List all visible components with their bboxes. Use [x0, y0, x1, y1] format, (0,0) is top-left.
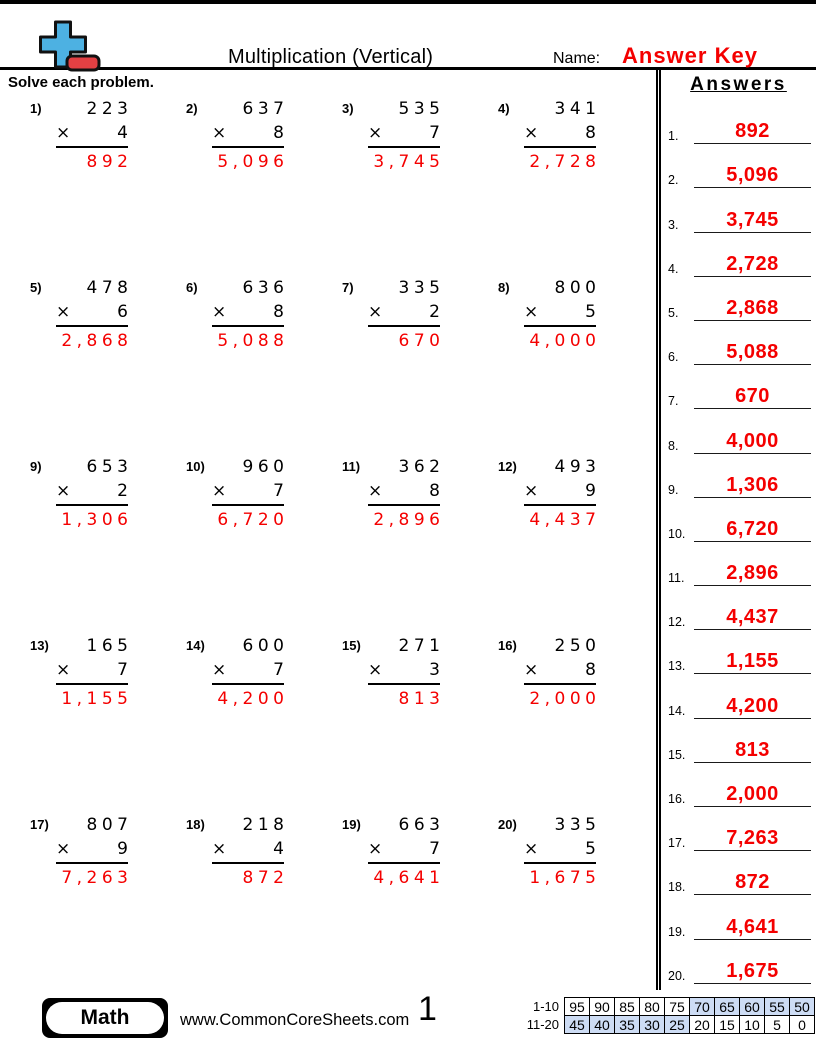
answer-blank-line [694, 960, 811, 984]
times-icon: × [368, 660, 383, 680]
multiplier: 8 [585, 660, 596, 680]
problem-number: 11) [342, 459, 361, 474]
multiplier: 8 [585, 123, 596, 143]
answer-row-15: 15. 813 [661, 719, 816, 763]
problem-7 [342, 273, 498, 452]
answer-value: 1,306 [726, 473, 779, 496]
problem-16 [498, 631, 654, 810]
answer-row-1: 1. 892 [661, 100, 816, 144]
answer-blank-line [694, 783, 811, 807]
problem-answer: 6,720 [217, 510, 289, 530]
answer-row-16: 16. 2,000 [661, 763, 816, 807]
problem-answer: 5,096 [217, 152, 289, 172]
problem-answer: 4,437 [529, 510, 601, 530]
plus-minus-math-logo-icon [38, 18, 102, 74]
website-link[interactable]: www.CommonCoreSheets.com [180, 1011, 410, 1029]
subject-badge [42, 998, 168, 1038]
problem-number: 12) [498, 459, 517, 474]
multiplicand: 960 [242, 457, 289, 477]
problem-10 [186, 452, 342, 631]
times-icon: × [56, 123, 71, 143]
answer-blank-line [694, 209, 811, 233]
multiplier: 5 [585, 302, 596, 322]
multiplier: 9 [117, 839, 128, 859]
answer-blank-line [694, 827, 811, 851]
grading-cell: 75 [665, 998, 690, 1016]
problem-answer: 3,745 [373, 152, 445, 172]
grading-cell: 95 [565, 998, 590, 1016]
answer-row-19: 19. 4,641 [661, 895, 816, 939]
times-icon: × [368, 123, 383, 143]
answer-row-2: 2. 5,096 [661, 144, 816, 188]
multiplicand: 535 [398, 99, 445, 119]
multiplicand: 362 [398, 457, 445, 477]
answer-value: 4,000 [726, 429, 779, 452]
times-icon: × [524, 123, 539, 143]
times-icon: × [368, 839, 383, 859]
answer-blank-line [694, 695, 811, 719]
answer-blank-line [694, 518, 811, 542]
multiplicand: 478 [86, 278, 133, 298]
answer-row-5: 5. 2,868 [661, 277, 816, 321]
problem-8 [498, 273, 654, 452]
problem-3 [342, 94, 498, 273]
problem-number: 7) [342, 280, 354, 295]
problem-answer: 5,088 [217, 331, 289, 351]
times-icon: × [524, 660, 539, 680]
grading-cell: 15 [715, 1016, 740, 1034]
problem-2 [186, 94, 342, 273]
grading-cell: 80 [640, 998, 665, 1016]
multiplier: 9 [585, 481, 596, 501]
times-icon: × [56, 302, 71, 322]
answer-value: 4,437 [726, 606, 779, 629]
grading-cell: 40 [590, 1016, 615, 1034]
multiplicand: 493 [554, 457, 601, 477]
problem-number: 1) [30, 101, 42, 116]
multiplicand: 637 [242, 99, 289, 119]
answer-blank-line [694, 606, 811, 630]
times-icon: × [212, 660, 227, 680]
multiplier: 8 [273, 123, 284, 143]
answers-heading: Answers [690, 74, 787, 95]
problem-answer: 4,200 [217, 689, 289, 709]
answer-value: 3,745 [726, 208, 779, 231]
problem-answer: 670 [398, 331, 445, 351]
problem-11 [342, 452, 498, 631]
multiplier: 7 [429, 123, 440, 143]
grading-row-11-20 [527, 1016, 815, 1034]
times-icon: × [524, 302, 539, 322]
answer-value: 4,200 [726, 694, 779, 717]
answer-row-7: 7. 670 [661, 365, 816, 409]
problem-answer: 1,155 [61, 689, 133, 709]
problem-13 [30, 631, 186, 810]
problem-number: 2) [186, 101, 198, 116]
multiplier: 7 [117, 660, 128, 680]
times-icon: × [212, 839, 227, 859]
multiplicand: 218 [242, 815, 289, 835]
multiplier: 4 [117, 123, 128, 143]
problem-answer: 872 [242, 868, 289, 888]
problem-answer: 4,000 [529, 331, 601, 351]
multiplier: 2 [429, 302, 440, 322]
problem-answer: 2,896 [373, 510, 445, 530]
problem-1 [30, 94, 186, 273]
answer-value: 6,720 [726, 517, 779, 540]
answer-value: 2,896 [726, 562, 779, 585]
problem-answer: 1,306 [61, 510, 133, 530]
multiplicand: 800 [554, 278, 601, 298]
multiplicand: 663 [398, 815, 445, 835]
problem-answer: 1,675 [529, 868, 601, 888]
grading-cell: 30 [640, 1016, 665, 1034]
main-content [0, 70, 816, 990]
answer-key-label: Answer Key [622, 43, 758, 68]
answer-value: 2,868 [726, 296, 779, 319]
answer-blank-line [694, 871, 811, 895]
multiplicand: 653 [86, 457, 133, 477]
problem-number: 10) [186, 459, 205, 474]
problem-20 [498, 810, 654, 989]
answer-value: 892 [735, 120, 770, 143]
answer-row-4: 4. 2,728 [661, 233, 816, 277]
multiplicand: 807 [86, 815, 133, 835]
problem-number: 8) [498, 280, 510, 295]
problem-number: 14) [186, 638, 205, 653]
answer-row-10: 10. 6,720 [661, 498, 816, 542]
grading-row-1-10 [527, 998, 815, 1016]
problem-19 [342, 810, 498, 989]
problem-number: 6) [186, 280, 198, 295]
subject-badge-label: Math [46, 1002, 164, 1034]
answer-row-17: 17. 7,263 [661, 807, 816, 851]
answer-blank-line [694, 297, 811, 321]
grading-cell: 0 [790, 1016, 815, 1034]
answer-row-12: 12. 4,437 [661, 586, 816, 630]
multiplicand: 250 [554, 636, 601, 656]
answer-row-18: 18. 872 [661, 851, 816, 895]
grading-row-label: 11-20 [526, 1017, 559, 1032]
times-icon: × [56, 839, 71, 859]
grading-cell: 60 [740, 998, 765, 1016]
grading-cell: 10 [740, 1016, 765, 1034]
page-title: Multiplication (Vertical) [228, 46, 434, 68]
multiplier: 8 [273, 302, 284, 322]
multiplicand: 165 [86, 636, 133, 656]
name-label: Name: [553, 50, 601, 67]
problem-answer: 813 [398, 689, 445, 709]
grading-row-label: 1-10 [532, 999, 559, 1014]
grading-cell: 90 [590, 998, 615, 1016]
problem-number: 9) [30, 459, 42, 474]
multiplier: 7 [273, 481, 284, 501]
problem-answer: 4,641 [373, 868, 445, 888]
multiplier: 7 [429, 839, 440, 859]
answer-row-9: 9. 1,306 [661, 454, 816, 498]
answer-blank-line [694, 120, 811, 144]
problem-answer: 2,728 [529, 152, 601, 172]
multiplicand: 600 [242, 636, 289, 656]
answer-row-11: 11. 2,896 [661, 542, 816, 586]
problem-number: 17) [30, 817, 49, 832]
times-icon: × [212, 123, 227, 143]
problem-12 [498, 452, 654, 631]
answer-value: 2,000 [726, 783, 779, 805]
grading-cell: 50 [790, 998, 815, 1016]
answer-blank-line [694, 916, 811, 940]
multiplier: 4 [273, 839, 284, 859]
answer-value: 1,155 [726, 650, 779, 673]
problems-grid [30, 94, 656, 989]
times-icon: × [368, 481, 383, 501]
multiplicand: 271 [398, 636, 445, 656]
multiplicand: 223 [86, 99, 133, 119]
problem-number: 13) [30, 638, 49, 653]
answer-blank-line [694, 164, 811, 188]
grading-cell: 20 [690, 1016, 715, 1034]
times-icon: × [212, 481, 227, 501]
answer-row-13: 13. 1,155 [661, 630, 816, 674]
times-icon: × [524, 839, 539, 859]
answer-row-6: 6. 5,088 [661, 321, 816, 365]
answer-value: 5,096 [726, 164, 779, 187]
problem-answer: 892 [86, 152, 133, 172]
answer-value: 872 [735, 871, 770, 894]
problem-answer: 2,868 [61, 331, 133, 351]
multiplier: 7 [273, 660, 284, 680]
problem-14 [186, 631, 342, 810]
problem-4 [498, 94, 654, 273]
problem-number: 20) [498, 817, 517, 832]
grading-cell: 45 [565, 1016, 590, 1034]
answer-value: 2,728 [726, 252, 779, 275]
answer-blank-line [694, 385, 811, 409]
instruction-text: Solve each problem. [8, 74, 154, 91]
times-icon: × [212, 302, 227, 322]
multiplicand: 341 [554, 99, 601, 119]
problem-number: 19) [342, 817, 361, 832]
page-number: 1 [418, 990, 437, 1028]
answer-blank-line [694, 253, 811, 277]
answer-blank-line [694, 739, 811, 763]
problem-17 [30, 810, 186, 989]
problem-number: 5) [30, 280, 42, 295]
answer-blank-line [694, 650, 811, 674]
answer-blank-line [694, 562, 811, 586]
answer-row-14: 14. 4,200 [661, 674, 816, 718]
multiplicand: 636 [242, 278, 289, 298]
times-icon: × [56, 481, 71, 501]
problem-9 [30, 452, 186, 631]
answer-blank-line [694, 341, 811, 365]
problem-number: 16) [498, 638, 517, 653]
problem-5 [30, 273, 186, 452]
grading-cell: 70 [690, 998, 715, 1016]
problem-number: 18) [186, 817, 205, 832]
times-icon: × [524, 481, 539, 501]
multiplier: 8 [429, 481, 440, 501]
answers-panel [656, 70, 816, 990]
answer-value: 813 [735, 738, 770, 761]
grading-table [527, 997, 815, 1034]
problem-number: 3) [342, 101, 354, 116]
answer-value: 7,263 [726, 827, 779, 850]
answer-blank-line [694, 474, 811, 498]
multiplicand: 335 [554, 815, 601, 835]
multiplier: 6 [117, 302, 128, 322]
grading-cell: 35 [615, 1016, 640, 1034]
multiplier: 2 [117, 481, 128, 501]
problem-answer: 7,263 [61, 868, 133, 888]
grading-cell: 65 [715, 998, 740, 1016]
answer-value: 4,641 [726, 915, 779, 938]
times-icon: × [56, 660, 71, 680]
problem-15 [342, 631, 498, 810]
answer-value: 5,088 [726, 341, 779, 364]
answer-value: 1,675 [726, 959, 779, 982]
answer-row-3: 3. 3,745 [661, 188, 816, 232]
header [0, 4, 816, 70]
grading-cell: 25 [665, 1016, 690, 1034]
multiplier: 3 [429, 660, 440, 680]
problem-18 [186, 810, 342, 989]
multiplier: 5 [585, 839, 596, 859]
problems-area [0, 70, 656, 990]
answer-row-20: 20. 1,675 [661, 940, 816, 984]
grading-cell: 5 [765, 1016, 790, 1034]
problem-6 [186, 273, 342, 452]
problem-number: 15) [342, 638, 361, 653]
problem-answer: 2,000 [529, 689, 601, 709]
problem-number: 4) [498, 101, 510, 116]
grading-cell: 55 [765, 998, 790, 1016]
answer-row-8: 8. 4,000 [661, 409, 816, 453]
times-icon: × [368, 302, 383, 322]
answer-blank-line [694, 430, 811, 454]
answer-value: 670 [735, 385, 770, 408]
grading-cell: 85 [615, 998, 640, 1016]
multiplicand: 335 [398, 278, 445, 298]
footer [0, 990, 816, 1056]
